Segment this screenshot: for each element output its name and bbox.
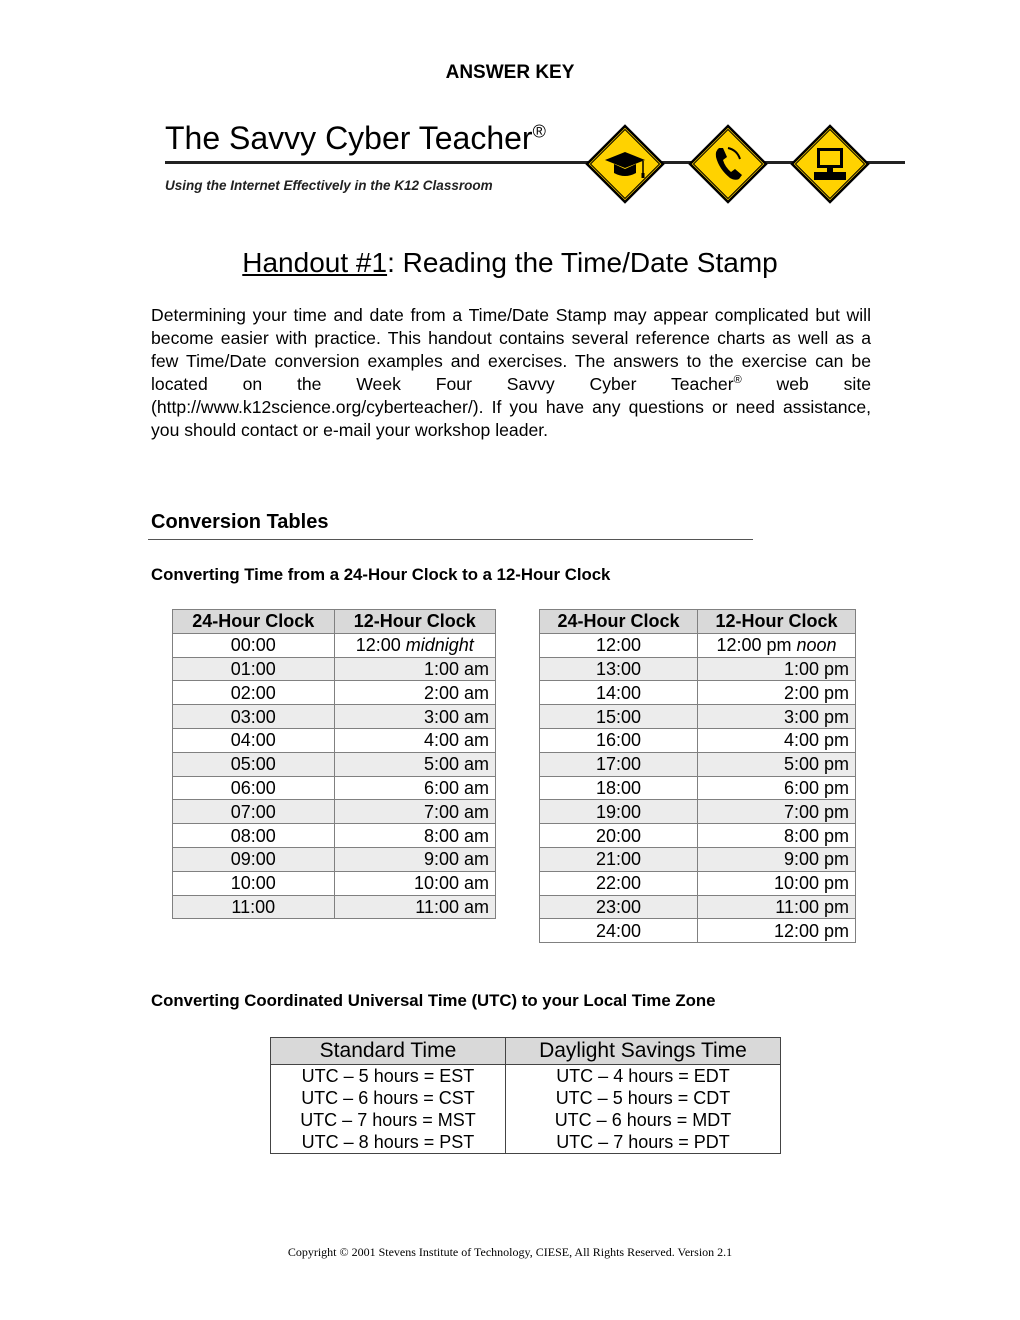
cell-24: 24:00 (540, 919, 698, 943)
cell-24: 05:00 (173, 752, 335, 776)
table-row (540, 800, 856, 824)
table-row (540, 871, 856, 895)
subheading-24-hour: Converting Time from a 24-Hour Clock to a 12-Hour Clock (151, 565, 611, 584)
table-row (540, 847, 856, 871)
cell-24: 09:00 (173, 847, 335, 871)
cell-24: 02:00 (173, 681, 335, 705)
cell-24: 21:00 (540, 847, 698, 871)
intro-registered-mark: ® (733, 374, 742, 387)
cell-daylight: UTC – 6 hours = MDT (505, 1109, 780, 1131)
cell-12: 2:00 pm (698, 681, 856, 705)
table-row (540, 824, 856, 848)
intro-text-1: Determining your time and date from a Time/Date Stamp may appear complicated but will become easier with practice. This handout contains several reference charts as well as a few Time/Date conversion examples and exercises. The answers to the exercise can be located on the Week Four Savvy Cyber Teacher (151, 305, 871, 394)
cell-12: 1:00 am (334, 657, 496, 681)
cell-12: 3:00 pm (698, 705, 856, 729)
header-24-hour: 24-Hour Clock (540, 610, 698, 634)
cell-24: 07:00 (173, 800, 335, 824)
handout-number: Handout #1 (242, 247, 388, 278)
table-row (540, 895, 856, 919)
cell-12-time: 12:00 (355, 635, 401, 656)
table-row (540, 681, 856, 705)
table-row (271, 1087, 781, 1109)
table-row (540, 752, 856, 776)
cell-24: 17:00 (540, 752, 698, 776)
table-row (540, 776, 856, 800)
handout-title (0, 247, 1020, 279)
cell-daylight: UTC – 5 hours = CDT (505, 1087, 780, 1109)
cell-24: 15:00 (540, 705, 698, 729)
table-row (173, 847, 496, 871)
subheading-utc: Converting Coordinated Universal Time (UTC) to your Local Time Zone (151, 991, 716, 1010)
cell-24: 12:00 (540, 633, 698, 657)
cell-daylight: UTC – 4 hours = EDT (505, 1065, 780, 1088)
cell-12: 6:00 am (334, 776, 496, 800)
table-row (173, 681, 496, 705)
registered-mark: ® (532, 121, 546, 142)
answer-key-heading: ANSWER KEY (445, 62, 575, 83)
cell-12: 2:00 am (334, 681, 496, 705)
cell-12: 5:00 am (334, 752, 496, 776)
cell-12: 6:00 pm (698, 776, 856, 800)
cell-12: 3:00 am (334, 705, 496, 729)
cell-12: 11:00 pm (698, 895, 856, 919)
cell-12: 9:00 am (334, 847, 496, 871)
header-24-hour: 24-Hour Clock (173, 610, 335, 634)
cell-12: 12:00 pm (698, 919, 856, 943)
cell-24: 06:00 (173, 776, 335, 800)
table-row (173, 633, 496, 657)
cell-24: 14:00 (540, 681, 698, 705)
header-12-hour: 12-Hour Clock (698, 610, 856, 634)
utc-table (270, 1037, 781, 1154)
header-daylight-time: Daylight Savings Time (505, 1038, 780, 1065)
section-title-conversion: Conversion Tables (151, 511, 329, 533)
table-row (173, 871, 496, 895)
table-row (173, 752, 496, 776)
cell-12: 5:00 pm (698, 752, 856, 776)
table-row (173, 728, 496, 752)
handout-title-rest: : Reading the Time/Date Stamp (387, 247, 778, 278)
cell-standard: UTC – 6 hours = CST (271, 1087, 506, 1109)
section-rule (148, 539, 753, 540)
table-row (173, 800, 496, 824)
table-header-row (271, 1038, 781, 1065)
phone-sign-icon (688, 124, 768, 204)
cell-12: 4:00 am (334, 728, 496, 752)
table-row (540, 657, 856, 681)
graduation-cap-sign-icon (585, 124, 665, 204)
table-row (540, 705, 856, 729)
header-12-hour: 12-Hour Clock (334, 610, 496, 634)
cell-12-time: 12:00 pm (716, 635, 792, 656)
cell-daylight: UTC – 7 hours = PDT (505, 1131, 780, 1154)
cell-standard: UTC – 7 hours = MST (271, 1109, 506, 1131)
cell-12: 10:00 am (334, 871, 496, 895)
table-row (540, 919, 856, 943)
cell-24: 23:00 (540, 895, 698, 919)
cell-24: 11:00 (173, 895, 335, 919)
cell-24: 01:00 (173, 657, 335, 681)
table-row (540, 728, 856, 752)
cell-12: 9:00 pm (698, 847, 856, 871)
clock-table-am (172, 609, 496, 919)
table-row (173, 776, 496, 800)
cell-24: 22:00 (540, 871, 698, 895)
table-row (271, 1065, 781, 1088)
cell-24: 10:00 (173, 871, 335, 895)
table-row (173, 705, 496, 729)
cell-24: 08:00 (173, 824, 335, 848)
cell-24: 03:00 (173, 705, 335, 729)
cell-24: 16:00 (540, 728, 698, 752)
cell-12: 7:00 pm (698, 800, 856, 824)
cell-12 (334, 633, 496, 657)
computer-sign-icon (790, 124, 870, 204)
cell-12: 7:00 am (334, 800, 496, 824)
cell-12 (698, 633, 856, 657)
cell-12: 8:00 pm (698, 824, 856, 848)
copyright-footer: Copyright © 2001 Stevens Institute of Technology, CIESE, All Rights Reserved. Version 2.1 (287, 1245, 733, 1259)
intro-text-2: web site (http://www.k12science.org/cyberteacher/). If you have any questions or need assistance, you should contact or e-mail your workshop leader. (151, 374, 871, 440)
cell-12: 8:00 am (334, 824, 496, 848)
cell-12-note: midnight (405, 635, 474, 656)
intro-paragraph (151, 304, 871, 442)
cell-12: 11:00 am (334, 895, 496, 919)
header-standard-time: Standard Time (271, 1038, 506, 1065)
cell-24: 20:00 (540, 824, 698, 848)
cell-standard: UTC – 8 hours = PST (271, 1131, 506, 1154)
table-row (173, 657, 496, 681)
cell-24: 13:00 (540, 657, 698, 681)
cell-12: 10:00 pm (698, 871, 856, 895)
cell-12: 1:00 pm (698, 657, 856, 681)
cell-standard: UTC – 5 hours = EST (271, 1065, 506, 1088)
cell-12: 4:00 pm (698, 728, 856, 752)
cell-24: 04:00 (173, 728, 335, 752)
table-row (271, 1131, 781, 1154)
table-header-row (173, 610, 496, 634)
table-header-row (540, 610, 856, 634)
table-row (173, 895, 496, 919)
cell-24: 18:00 (540, 776, 698, 800)
brand-title (165, 120, 546, 157)
cell-12-note: noon (796, 635, 837, 656)
table-row (173, 824, 496, 848)
brand-subtitle: Using the Internet Effectively in the K12 Classroom (165, 178, 493, 193)
brand-title-text: The Savvy Cyber Teacher (165, 120, 533, 156)
table-row (271, 1109, 781, 1131)
table-row (540, 633, 856, 657)
cell-24: 00:00 (173, 633, 335, 657)
cell-24: 19:00 (540, 800, 698, 824)
clock-table-pm (539, 609, 856, 943)
